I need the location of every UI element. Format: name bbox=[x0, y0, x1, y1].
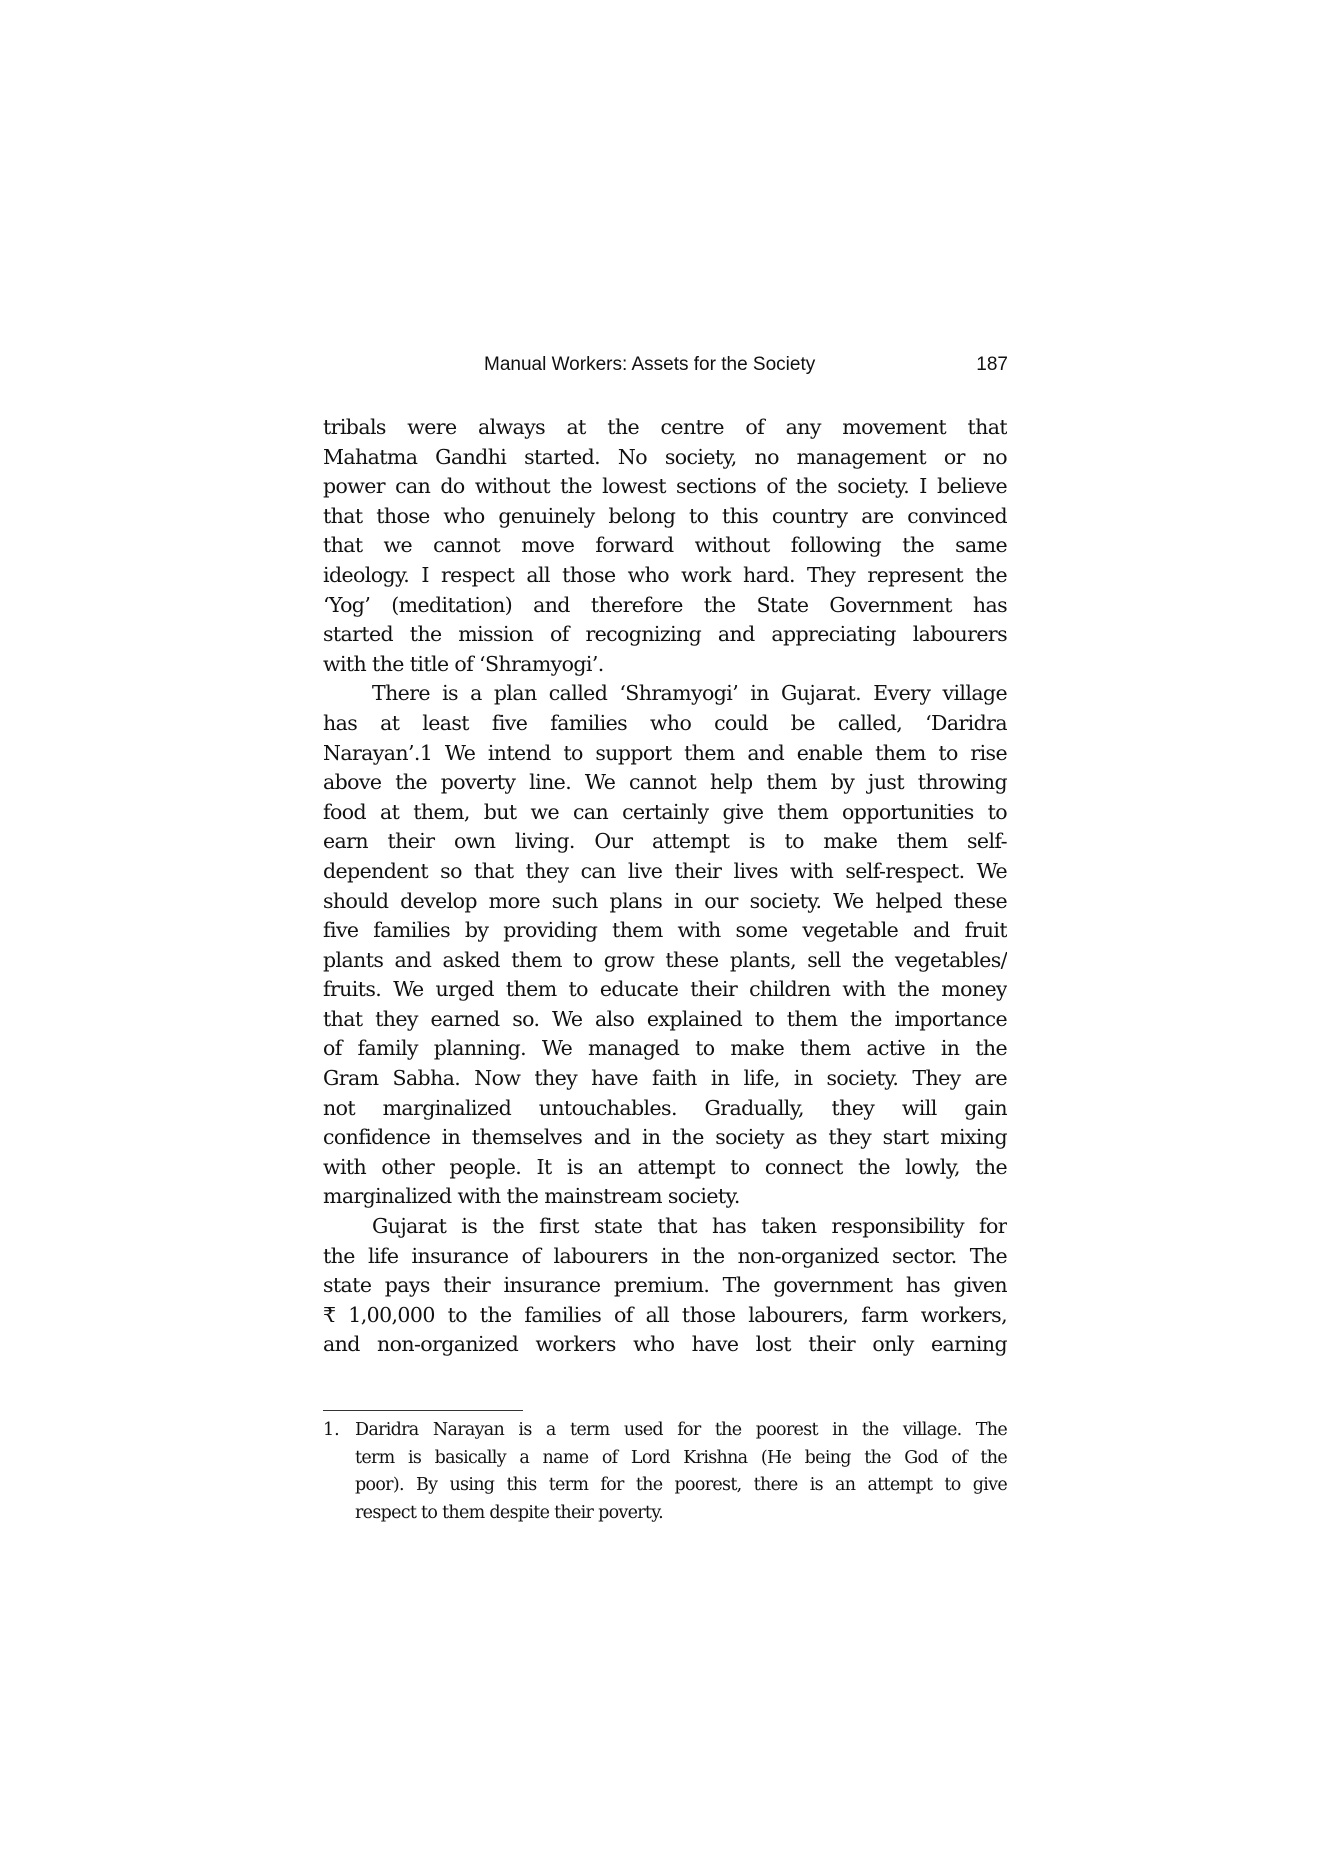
body-text bbox=[323, 413, 1007, 1360]
page-number: 187 bbox=[976, 354, 1008, 375]
text-line: Mahatma Gandhi started. No society, no management or no bbox=[323, 444, 1007, 469]
text-line: food at them, but we can certainly give them opportunities to bbox=[323, 799, 1007, 824]
text-line: should develop more such plans in our society. We helped these bbox=[323, 888, 1007, 913]
text-line: earn their own living. Our attempt is to make them self- bbox=[323, 829, 1007, 854]
text-line: fruits. We urged them to educate their children with the money bbox=[323, 977, 1007, 1002]
text-line: state pays their insurance premium. The government has given bbox=[323, 1273, 1007, 1298]
paragraph bbox=[323, 413, 1007, 679]
paragraph bbox=[323, 679, 1007, 1212]
text-line: power can do without the lowest sections of the society. I believe bbox=[323, 474, 1007, 499]
text-line: confidence in themselves and in the society as they start mixing bbox=[323, 1125, 1007, 1150]
text-line: ‘Yog’ (meditation) and therefore the State Government has bbox=[323, 592, 1007, 617]
text-line: ₹ 1,00,000 to the families of all those labourers, farm workers, bbox=[323, 1302, 1007, 1327]
text-line: and non-organized workers who have lost their only earning bbox=[323, 1332, 1007, 1357]
text-line: that we cannot move forward without following the same bbox=[323, 533, 1007, 558]
footnote-line: term is basically a name of Lord Krishna (He being the God of the bbox=[355, 1447, 1007, 1468]
text-line: Gram Sabha. Now they have faith in life, in society. They are bbox=[323, 1066, 1007, 1091]
text-line: Gujarat is the first state that has taken responsibility for bbox=[372, 1214, 1007, 1239]
footnote-number: 1. bbox=[323, 1420, 340, 1440]
text-line: dependent so that they can live their lives with self-respect. We bbox=[323, 858, 1007, 883]
text-line: the life insurance of labourers in the non-organized sector. The bbox=[323, 1243, 1007, 1268]
text-line: with the title of ‘Shramyogi’. bbox=[323, 651, 604, 676]
text-line: plants and asked them to grow these plants, sell the vegetables/ bbox=[323, 947, 1007, 972]
text-line: There is a plan called ‘Shramyogi’ in Gujarat. Every village bbox=[372, 681, 1007, 706]
footnote-separator bbox=[323, 1410, 523, 1411]
text-line: with other people. It is an attempt to connect the lowly, the bbox=[323, 1154, 1007, 1179]
text-line: that they earned so. We also explained to them the importance bbox=[323, 1006, 1007, 1031]
text-line: marginalized with the mainstream society. bbox=[323, 1184, 740, 1209]
footnote-text bbox=[355, 1417, 1007, 1527]
footnote-line: poor). By using this term for the poorest, there is an attempt to give bbox=[355, 1475, 1007, 1496]
text-line: ideology. I respect all those who work hard. They represent the bbox=[323, 562, 1007, 587]
footnote-line: respect to them despite their poverty. bbox=[355, 1502, 663, 1523]
text-line: tribals were always at the centre of any movement that bbox=[323, 415, 1007, 439]
footnote-line: Daridra Narayan is a term used for the poorest in the village. The bbox=[355, 1420, 1007, 1440]
footnote bbox=[323, 1417, 1007, 1527]
text-line: of family planning. We managed to make them active in the bbox=[323, 1036, 1007, 1061]
paragraph bbox=[323, 1212, 1007, 1360]
text-line: five families by providing them with some vegetable and fruit bbox=[323, 918, 1007, 943]
text-line: that those who genuinely belong to this country are convinced bbox=[323, 503, 1007, 528]
text-line: started the mission of recognizing and appreciating labourers bbox=[323, 622, 1007, 647]
text-line: above the poverty line. We cannot help them by just throwing bbox=[323, 770, 1007, 795]
text-line: has at least five families who could be called, ‘Daridra bbox=[323, 710, 1007, 735]
text-line: not marginalized untouchables. Gradually, they will gain bbox=[323, 1095, 1007, 1120]
text-line: Narayan’.1 We intend to support them and enable them to rise bbox=[323, 740, 1007, 765]
running-head-title: Manual Workers: Assets for the Society bbox=[484, 354, 816, 375]
